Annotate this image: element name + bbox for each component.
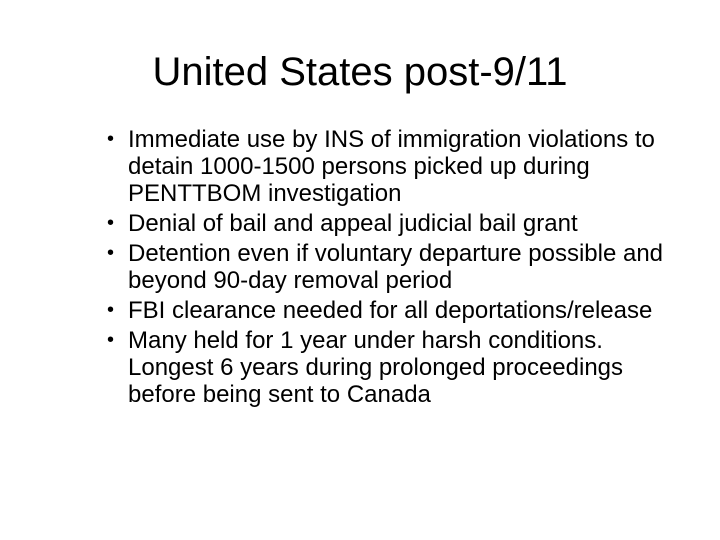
bullet-text: Many held for 1 year under harsh conditions. Longest 6 years during prolonged proceedings before being sent to Canada bbox=[128, 327, 624, 408]
slide-title: United States post-9/11 bbox=[152, 50, 568, 94]
bullet-list bbox=[107, 126, 668, 411]
bullet-item bbox=[107, 210, 668, 237]
bullet-dot-icon: • bbox=[107, 212, 115, 234]
bullet-item bbox=[107, 240, 668, 294]
bullet-dot-icon: • bbox=[107, 299, 115, 321]
bullet-item bbox=[107, 327, 668, 408]
bullet-text: Denial of bail and appeal judicial bail grant bbox=[128, 210, 578, 237]
bullet-text: FBI clearance needed for all deportations/release bbox=[128, 297, 653, 324]
bullet-item bbox=[107, 297, 668, 324]
bullet-dot-icon: • bbox=[107, 329, 115, 351]
bullet-dot-icon: • bbox=[107, 242, 115, 264]
bullet-text: Detention even if voluntary departure possible and beyond 90-day removal period bbox=[128, 240, 664, 294]
bullet-text: Immediate use by INS of immigration violations to detain 1000-1500 persons picked up during PENTTBOM investigation bbox=[128, 126, 655, 207]
bullet-item bbox=[107, 126, 668, 207]
bullet-dot-icon: • bbox=[107, 128, 115, 150]
